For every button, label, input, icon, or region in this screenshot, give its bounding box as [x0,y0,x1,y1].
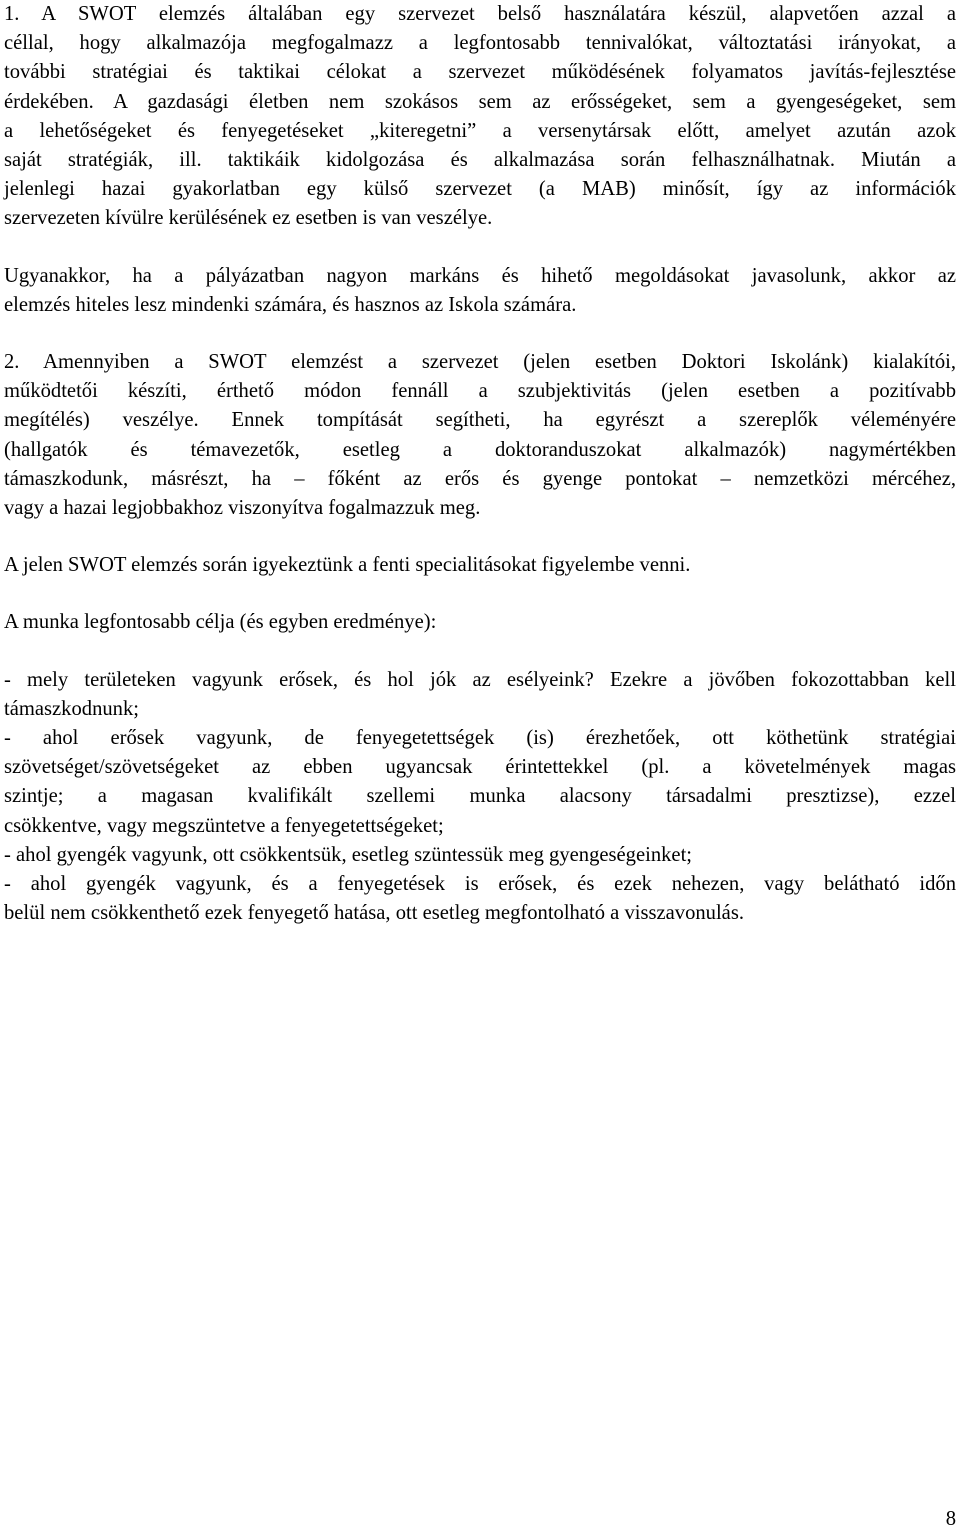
paragraph-main-goal [4,608,956,637]
list-item-line: szövetséget/szövetségeket az ebben ugyancsak érintettekkel (pl. a követelmények magas [4,756,956,779]
list-item-line: - ahol gyengék vagyunk, ott csökkentsük, esetleg szüntessük meg gyengeségeinket; [4,843,693,866]
list-item-line: - ahol gyengék vagyunk, és a fenyegetések is erősek, és ezek nehezen, vagy belátható időn [4,873,956,896]
text-line: (hallgatók és témavezetők, esetleg a doktoranduszokat alkalmazók) nagymértékben [4,438,956,461]
list-item-line: szintje; a magasan kvalifikált szellemi munka alacsony társadalmi presztizse), ezzel [4,785,956,808]
paragraph-credibility [4,262,956,320]
text-line: vagy a hazai legjobbakhoz viszonyítva fogalmazzuk meg. [4,497,481,520]
paragraph-subjectivity [4,348,956,523]
text-line: támaszkodunk, másrészt, ha – főként az erős és gyenge pontokat – nemzetközi mércéhez, [4,467,956,490]
text-line: Ugyanakkor, ha a pályázatban nagyon markáns és hihető megoldásokat javasolunk, akkor az [4,264,956,287]
text-line: céllal, hogy alkalmazója megfogalmazz a legfontosabb tennivalókat, változtatási irányokat, a [4,32,956,55]
list-item-line: támaszkodnunk; [4,697,139,720]
text-line: elemzés hiteles lesz mindenki számára, és hasznos az Iskola számára. [4,293,577,316]
paragraph-gap [4,320,956,348]
paragraph-swot-intro [4,0,956,234]
paragraph-gap [4,234,956,262]
text-line: A jelen SWOT elemzés során igyekeztünk a fenti specialitásokat figyelembe venni. [4,554,691,577]
list-item-line: csökkentve, vagy megszüntetve a fenyegetettségeket; [4,814,444,837]
text-line: megítélés) veszélye. Ennek tompítását segítheti, ha egyrészt a szereplők véleményére [4,409,956,432]
list-item-line: - ahol erősek vagyunk, de fenyegetettségek (is) érezhetőek, ott köthetünk stratégiai [4,727,956,750]
text-line: további stratégiai és taktikai célokat a szervezet működésének folyamatos javítás-fejlesztése [4,61,956,84]
text-line: 2. Amennyiben a SWOT elemzést a szervezet (jelen esetben Doktori Iskolánk) kialakítói, [4,351,956,374]
paragraph-goal-list [4,666,956,929]
list-item-line: belül nem csökkenthető ezek fenyegető hatása, ott esetleg megfontolható a visszavonulás. [4,902,744,925]
list-item-line: - mely területeken vagyunk erősek, és hol jók az esélyeink? Ezekre a jövőben fokozottabban kell [4,668,956,691]
text-line: A munka legfontosabb célja (és egyben eredménye): [4,611,437,634]
text-line: működtetői készíti, érthető módon fennáll a szubjektivitás (jelen esetben a pozitívabb [4,380,956,403]
paragraph-gap [4,638,956,666]
paragraph-gap [4,580,956,608]
text-line: jelenlegi hazai gyakorlatban egy külső szervezet (a MAB) minősít, így az információk [4,178,956,201]
text-line: saját stratégiák, ill. taktikáik kidolgozása és alkalmazása során felhasználhatnak. Miután a [4,149,956,172]
text-line: szervezeten kívülre kerülésének ez esetben is van veszélye. [4,207,493,230]
paragraph-specialities [4,551,956,580]
paragraph-gap [4,523,956,551]
text-line: a lehetőségeket és fenyegetéseket „kiteregetni” a versenytársak előtt, amelyet azután azok [4,119,956,142]
text-line: érdekében. A gazdasági életben nem szokásos sem az erősségeket, sem a gyengeségeket, sem [4,90,956,113]
page-number: 8 [945,1508,956,1530]
page-body [4,0,956,928]
text-line: 1. A SWOT elemzés általában egy szervezet belső használatára készül, alapvetően azzal a [4,3,956,25]
